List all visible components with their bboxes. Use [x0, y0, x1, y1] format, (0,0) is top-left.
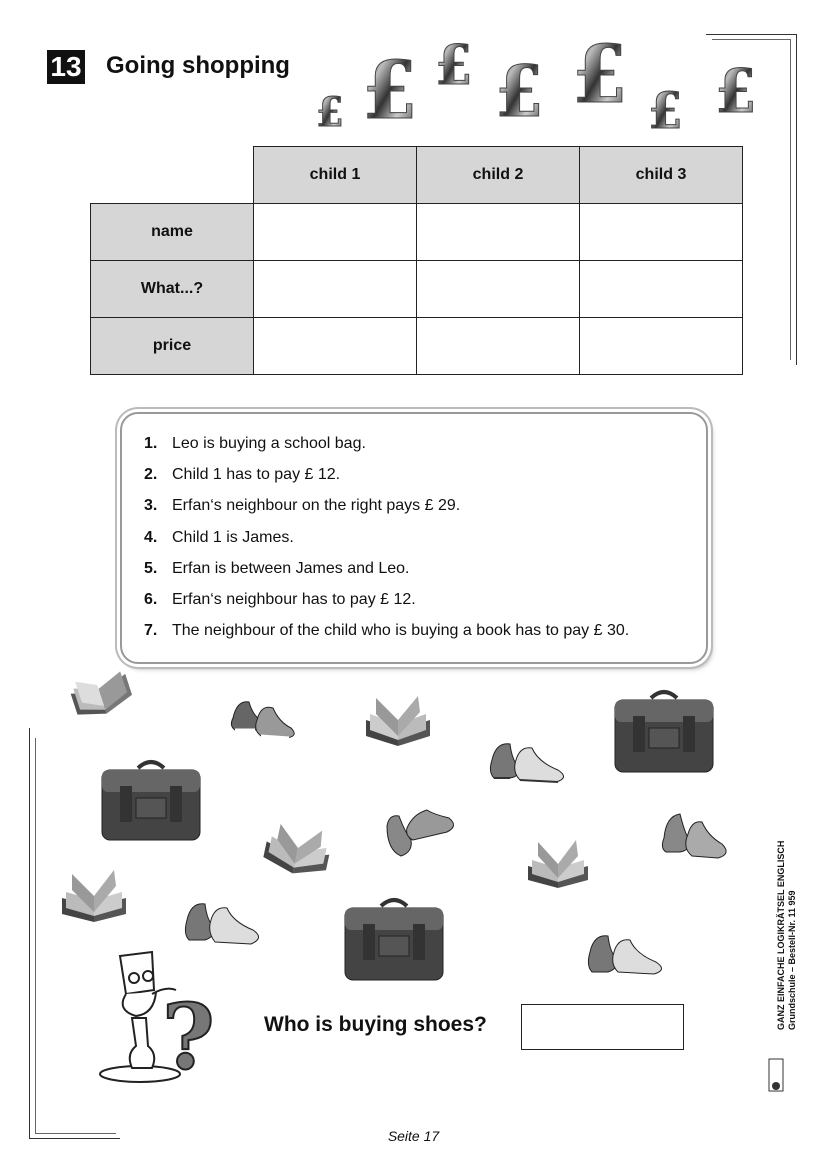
grid-cell[interactable] — [580, 261, 743, 318]
clues-box — [120, 412, 708, 664]
school-bag-icon — [98, 756, 204, 844]
row-header: name — [91, 204, 254, 261]
pound-sign-icon: £ — [572, 30, 628, 121]
shoes-icon — [658, 808, 734, 868]
pound-sign-icon: £ — [495, 50, 544, 133]
publisher-logo — [768, 1058, 784, 1092]
book-icon — [58, 866, 130, 926]
grid-cell[interactable] — [417, 204, 580, 261]
clue-text: Erfan is between James and Leo. — [172, 559, 410, 577]
clue-item — [144, 522, 706, 553]
clue-text: Child 1 is James. — [172, 528, 294, 546]
clue-number: 2. — [144, 466, 158, 484]
column-header: child 3 — [580, 147, 743, 204]
grid-cell[interactable] — [417, 261, 580, 318]
clue-number: 1. — [144, 435, 158, 452]
shoes-icon — [383, 804, 459, 862]
clue-item — [144, 459, 706, 490]
exercise-number: 13 — [47, 50, 85, 84]
clue-text: Leo is buying a school bag. — [172, 435, 366, 452]
row-header: price — [91, 318, 254, 375]
clue-item — [144, 490, 706, 521]
clue-item — [144, 428, 706, 459]
page-footer: Seite 17 — [387, 1128, 440, 1144]
clue-number: 7. — [144, 622, 158, 640]
pound-sign-icon: £ — [362, 43, 418, 137]
mascot-pencil-icon — [96, 950, 216, 1084]
clue-text: Erfan‘s neighbour on the right pays £ 29. — [172, 497, 461, 515]
shoes-icon — [183, 900, 267, 952]
book-icon — [66, 662, 138, 724]
grid-cell[interactable] — [254, 261, 417, 318]
clue-text: Erfan‘s neighbour has to pay £ 12. — [172, 590, 416, 608]
side-line-2: Grundschule – Bestell-Nr. 11 959 — [787, 890, 797, 1030]
pound-sign-icon: £ — [316, 89, 344, 136]
answer-box[interactable] — [521, 1004, 684, 1050]
grid-cell[interactable] — [254, 318, 417, 375]
clue-number: 6. — [144, 590, 158, 608]
shoes-icon — [227, 690, 301, 750]
shoes-icon — [586, 930, 670, 984]
clue-number: 4. — [144, 528, 158, 546]
book-icon — [526, 834, 590, 890]
side-publisher-text — [776, 841, 798, 1030]
grid-corner — [91, 147, 254, 204]
book-icon — [362, 690, 434, 748]
pound-signs-decoration — [310, 30, 770, 140]
row-header: What...? — [91, 261, 254, 318]
column-header: child 2 — [417, 147, 580, 204]
question-mark-icon — [162, 984, 215, 1084]
grid-cell[interactable] — [417, 318, 580, 375]
clue-item — [144, 584, 706, 615]
school-bag-icon — [611, 686, 717, 776]
grid-cell[interactable] — [580, 318, 743, 375]
logic-grid — [90, 146, 743, 375]
shoes-icon — [488, 740, 572, 792]
book-icon — [262, 818, 334, 878]
svg-text:?: ? — [162, 984, 215, 1084]
side-line-1: GANZ EINFACHE LOGIKRÄTSEL ENGLISCH — [776, 840, 786, 1030]
clue-text: The neighbour of the child who is buying a book has to pay £ 30. — [172, 622, 630, 640]
pound-sign-icon: £ — [715, 57, 757, 127]
clue-number: 5. — [144, 559, 158, 577]
clue-item — [144, 553, 706, 584]
grid-cell[interactable] — [254, 204, 417, 261]
clue-number: 3. — [144, 497, 158, 515]
column-header: child 1 — [254, 147, 417, 204]
grid-cell[interactable] — [580, 204, 743, 261]
page-title: Going shopping — [106, 52, 290, 79]
clue-text: Child 1 has to pay £ 12. — [172, 466, 341, 484]
pound-sign-icon: £ — [648, 81, 683, 140]
pound-sign-icon: £ — [435, 33, 473, 97]
clue-list — [122, 414, 706, 646]
question-text: Who is buying shoes? — [264, 1013, 487, 1036]
clue-item — [144, 615, 706, 646]
school-bag-icon — [341, 894, 447, 984]
